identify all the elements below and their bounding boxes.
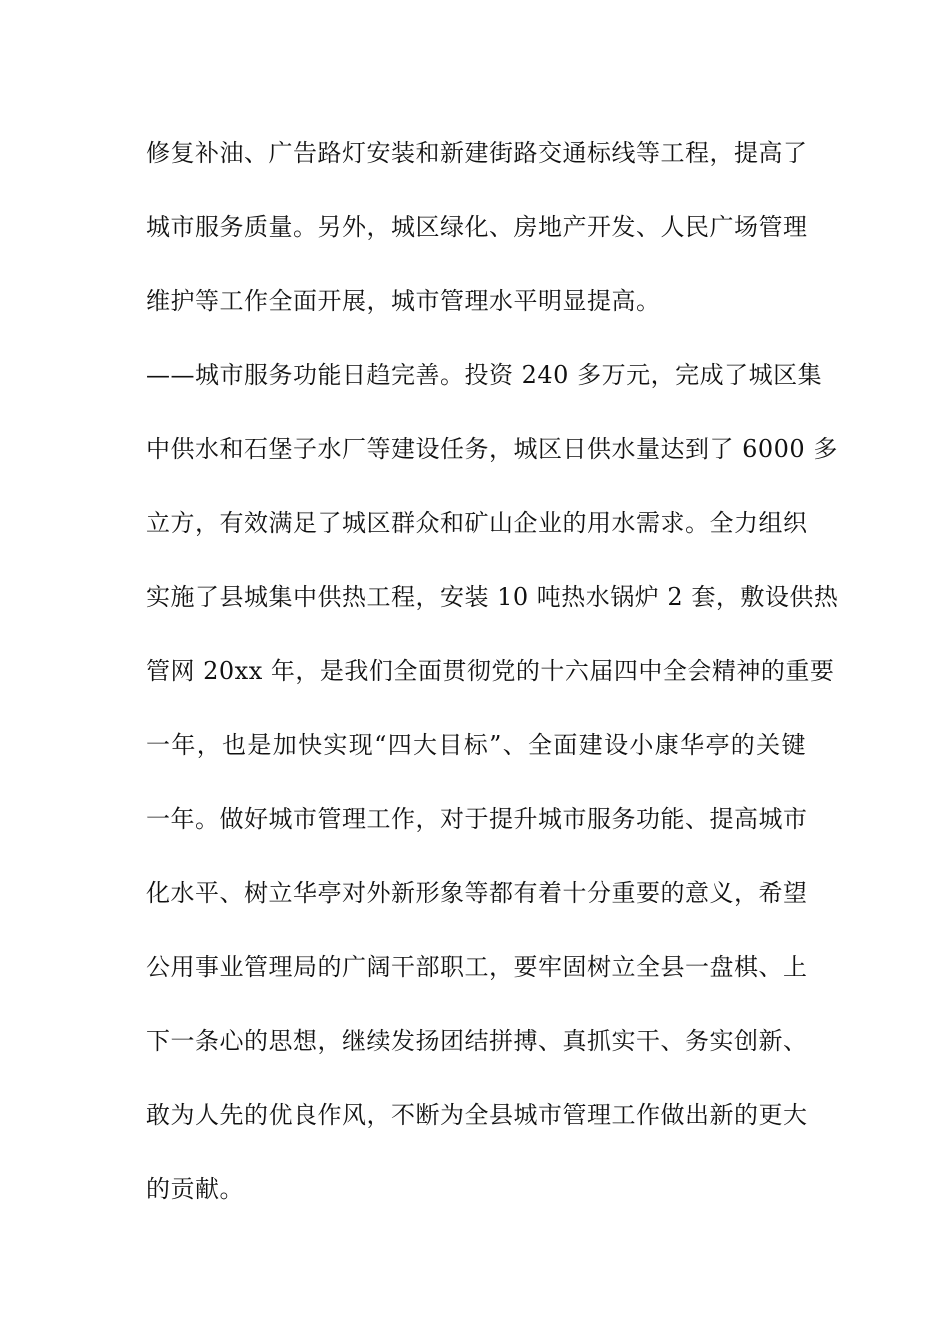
- text-line: 实施了县城集中供热工程，安装 10 吨热水锅炉 2 套，敷设供热: [146, 583, 839, 611]
- text-line: 化水平、树立华亭对外新形象等都有着十分重要的意义，希望: [146, 879, 808, 907]
- text-line: 中供水和石堡子水厂等建设任务，城区日供水量达到了 6000 多: [146, 435, 838, 463]
- text-line: 公用事业管理局的广阔干部职工，要牢固树立全县一盘棋、上: [146, 953, 808, 981]
- text-line: 城市服务质量。另外，城区绿化、房地产开发、人民广场管理: [146, 213, 808, 241]
- text-line: ——城市服务功能日趋完善。投资 240 多万元，完成了城区集: [146, 361, 823, 389]
- text-line: 维护等工作全面开展，城市管理水平明显提高。: [146, 287, 661, 315]
- text-line: 一年。做好城市管理工作，对于提升城市服务功能、提高城市: [146, 805, 808, 833]
- text-line: 下一条心的思想，继续发扬团结拼搏、真抓实干、务实创新、: [146, 1027, 808, 1055]
- text-line: 修复补油、广告路灯安装和新建街路交通标线等工程，提高了: [146, 139, 808, 167]
- text-line: 敢为人先的优良作风，不断为全县城市管理工作做出新的更大: [146, 1101, 808, 1129]
- text-line: 一年，也是加快实现“四大目标”、全面建设小康华亭的关键: [146, 731, 806, 759]
- text-line: 的贡献。: [146, 1175, 244, 1203]
- document-body: [146, 134, 839, 1244]
- text-line: 管网 20xx 年，是我们全面贯彻党的十六届四中全会精神的重要: [146, 657, 835, 685]
- text-line: 立方，有效满足了城区群众和矿山企业的用水需求。全力组织: [146, 509, 808, 537]
